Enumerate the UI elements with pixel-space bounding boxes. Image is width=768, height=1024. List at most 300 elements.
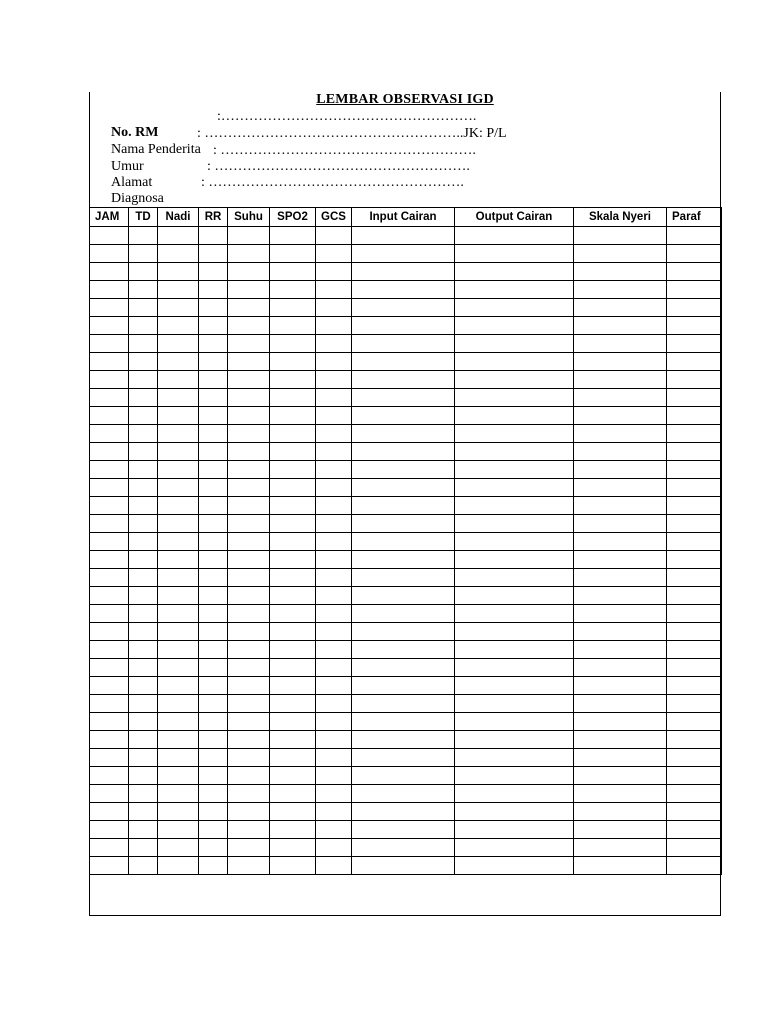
table-cell[interactable] <box>270 317 316 335</box>
table-cell[interactable] <box>455 695 574 713</box>
table-cell[interactable] <box>129 371 158 389</box>
table-cell[interactable] <box>270 371 316 389</box>
table-cell[interactable] <box>667 857 722 875</box>
table-cell[interactable] <box>574 839 667 857</box>
table-cell[interactable] <box>228 695 270 713</box>
table-cell[interactable] <box>199 335 228 353</box>
table-cell[interactable] <box>199 749 228 767</box>
table-cell[interactable] <box>270 533 316 551</box>
table-cell[interactable] <box>199 551 228 569</box>
table-cell[interactable] <box>90 839 129 857</box>
table-cell[interactable] <box>667 821 722 839</box>
table-cell[interactable] <box>455 515 574 533</box>
table-cell[interactable] <box>199 821 228 839</box>
table-cell[interactable] <box>667 227 722 245</box>
table-cell[interactable] <box>455 479 574 497</box>
table-cell[interactable] <box>228 587 270 605</box>
table-cell[interactable] <box>270 821 316 839</box>
table-cell[interactable] <box>316 569 352 587</box>
table-cell[interactable] <box>158 479 199 497</box>
table-cell[interactable] <box>667 695 722 713</box>
table-cell[interactable] <box>316 713 352 731</box>
table-cell[interactable] <box>667 533 722 551</box>
table-cell[interactable] <box>158 461 199 479</box>
table-cell[interactable] <box>158 677 199 695</box>
table-cell[interactable] <box>455 623 574 641</box>
table-cell[interactable] <box>667 479 722 497</box>
table-cell[interactable] <box>129 425 158 443</box>
table-cell[interactable] <box>199 497 228 515</box>
table-cell[interactable] <box>316 371 352 389</box>
table-cell[interactable] <box>199 263 228 281</box>
table-cell[interactable] <box>90 605 129 623</box>
table-cell[interactable] <box>352 533 455 551</box>
table-cell[interactable] <box>352 857 455 875</box>
table-cell[interactable] <box>199 569 228 587</box>
table-cell[interactable] <box>352 695 455 713</box>
table-cell[interactable] <box>574 443 667 461</box>
table-cell[interactable] <box>574 371 667 389</box>
table-cell[interactable] <box>158 335 199 353</box>
table-cell[interactable] <box>129 785 158 803</box>
table-cell[interactable] <box>316 803 352 821</box>
table-cell[interactable] <box>90 731 129 749</box>
table-cell[interactable] <box>90 641 129 659</box>
table-cell[interactable] <box>455 731 574 749</box>
table-cell[interactable] <box>667 803 722 821</box>
table-cell[interactable] <box>667 839 722 857</box>
table-cell[interactable] <box>270 407 316 425</box>
table-cell[interactable] <box>129 281 158 299</box>
table-cell[interactable] <box>158 767 199 785</box>
table-cell[interactable] <box>316 767 352 785</box>
table-cell[interactable] <box>228 677 270 695</box>
table-cell[interactable] <box>352 245 455 263</box>
table-cell[interactable] <box>667 515 722 533</box>
table-cell[interactable] <box>455 677 574 695</box>
table-cell[interactable] <box>574 227 667 245</box>
table-cell[interactable] <box>455 443 574 461</box>
table-cell[interactable] <box>316 335 352 353</box>
table-cell[interactable] <box>199 281 228 299</box>
table-cell[interactable] <box>352 821 455 839</box>
table-cell[interactable] <box>158 281 199 299</box>
table-cell[interactable] <box>667 443 722 461</box>
table-cell[interactable] <box>228 461 270 479</box>
table-cell[interactable] <box>158 353 199 371</box>
table-cell[interactable] <box>90 461 129 479</box>
table-cell[interactable] <box>667 245 722 263</box>
table-cell[interactable] <box>352 551 455 569</box>
table-cell[interactable] <box>455 371 574 389</box>
table-cell[interactable] <box>667 785 722 803</box>
table-cell[interactable] <box>129 749 158 767</box>
table-cell[interactable] <box>316 857 352 875</box>
table-cell[interactable] <box>270 353 316 371</box>
table-cell[interactable] <box>158 731 199 749</box>
table-cell[interactable] <box>158 497 199 515</box>
table-cell[interactable] <box>129 803 158 821</box>
table-cell[interactable] <box>574 299 667 317</box>
table-cell[interactable] <box>455 641 574 659</box>
table-cell[interactable] <box>667 605 722 623</box>
table-cell[interactable] <box>90 389 129 407</box>
table-cell[interactable] <box>574 281 667 299</box>
table-cell[interactable] <box>158 407 199 425</box>
table-cell[interactable] <box>316 263 352 281</box>
table-cell[interactable] <box>129 497 158 515</box>
table-cell[interactable] <box>158 605 199 623</box>
table-cell[interactable] <box>199 371 228 389</box>
table-cell[interactable] <box>352 569 455 587</box>
table-cell[interactable] <box>90 317 129 335</box>
table-cell[interactable] <box>574 785 667 803</box>
table-cell[interactable] <box>90 335 129 353</box>
table-cell[interactable] <box>270 425 316 443</box>
table-cell[interactable] <box>574 263 667 281</box>
table-cell[interactable] <box>574 731 667 749</box>
table-cell[interactable] <box>270 515 316 533</box>
table-cell[interactable] <box>199 623 228 641</box>
table-cell[interactable] <box>352 299 455 317</box>
table-cell[interactable] <box>129 551 158 569</box>
table-cell[interactable] <box>270 695 316 713</box>
table-cell[interactable] <box>158 839 199 857</box>
table-cell[interactable] <box>228 605 270 623</box>
table-cell[interactable] <box>199 533 228 551</box>
table-cell[interactable] <box>199 695 228 713</box>
table-cell[interactable] <box>667 659 722 677</box>
table-cell[interactable] <box>90 425 129 443</box>
table-cell[interactable] <box>352 623 455 641</box>
table-cell[interactable] <box>270 587 316 605</box>
table-cell[interactable] <box>90 803 129 821</box>
table-cell[interactable] <box>158 227 199 245</box>
table-cell[interactable] <box>158 785 199 803</box>
table-cell[interactable] <box>270 803 316 821</box>
table-cell[interactable] <box>455 857 574 875</box>
table-cell[interactable] <box>352 767 455 785</box>
table-cell[interactable] <box>352 443 455 461</box>
table-cell[interactable] <box>667 731 722 749</box>
table-cell[interactable] <box>90 659 129 677</box>
table-cell[interactable] <box>199 587 228 605</box>
table-cell[interactable] <box>455 785 574 803</box>
table-cell[interactable] <box>90 299 129 317</box>
table-cell[interactable] <box>574 497 667 515</box>
table-cell[interactable] <box>455 803 574 821</box>
table-cell[interactable] <box>455 461 574 479</box>
table-cell[interactable] <box>270 731 316 749</box>
table-cell[interactable] <box>228 767 270 785</box>
table-cell[interactable] <box>270 569 316 587</box>
table-cell[interactable] <box>316 515 352 533</box>
table-cell[interactable] <box>199 839 228 857</box>
table-cell[interactable] <box>352 839 455 857</box>
table-cell[interactable] <box>667 335 722 353</box>
table-cell[interactable] <box>316 749 352 767</box>
table-cell[interactable] <box>228 515 270 533</box>
table-cell[interactable] <box>228 299 270 317</box>
table-cell[interactable] <box>158 425 199 443</box>
table-cell[interactable] <box>90 857 129 875</box>
table-cell[interactable] <box>574 587 667 605</box>
table-cell[interactable] <box>158 641 199 659</box>
table-cell[interactable] <box>129 605 158 623</box>
table-cell[interactable] <box>129 245 158 263</box>
table-cell[interactable] <box>228 659 270 677</box>
table-cell[interactable] <box>158 587 199 605</box>
table-cell[interactable] <box>158 443 199 461</box>
table-cell[interactable] <box>352 749 455 767</box>
table-cell[interactable] <box>199 227 228 245</box>
table-cell[interactable] <box>158 317 199 335</box>
table-cell[interactable] <box>667 353 722 371</box>
table-cell[interactable] <box>352 641 455 659</box>
table-cell[interactable] <box>129 407 158 425</box>
table-cell[interactable] <box>270 641 316 659</box>
table-cell[interactable] <box>455 605 574 623</box>
table-cell[interactable] <box>129 623 158 641</box>
table-cell[interactable] <box>667 389 722 407</box>
table-cell[interactable] <box>667 677 722 695</box>
table-cell[interactable] <box>129 461 158 479</box>
table-cell[interactable] <box>129 821 158 839</box>
table-cell[interactable] <box>158 569 199 587</box>
table-cell[interactable] <box>158 803 199 821</box>
table-cell[interactable] <box>90 821 129 839</box>
table-cell[interactable] <box>270 245 316 263</box>
table-cell[interactable] <box>574 677 667 695</box>
table-cell[interactable] <box>90 785 129 803</box>
table-cell[interactable] <box>199 389 228 407</box>
table-cell[interactable] <box>352 587 455 605</box>
table-cell[interactable] <box>129 479 158 497</box>
table-cell[interactable] <box>199 857 228 875</box>
table-cell[interactable] <box>228 731 270 749</box>
table-cell[interactable] <box>574 317 667 335</box>
table-cell[interactable] <box>129 515 158 533</box>
table-cell[interactable] <box>455 713 574 731</box>
table-cell[interactable] <box>574 479 667 497</box>
table-cell[interactable] <box>129 839 158 857</box>
table-cell[interactable] <box>90 551 129 569</box>
table-cell[interactable] <box>316 479 352 497</box>
table-cell[interactable] <box>90 497 129 515</box>
table-cell[interactable] <box>228 317 270 335</box>
table-cell[interactable] <box>270 749 316 767</box>
table-cell[interactable] <box>199 659 228 677</box>
table-cell[interactable] <box>352 677 455 695</box>
table-cell[interactable] <box>199 353 228 371</box>
table-cell[interactable] <box>316 785 352 803</box>
table-cell[interactable] <box>574 335 667 353</box>
table-cell[interactable] <box>228 785 270 803</box>
table-cell[interactable] <box>316 317 352 335</box>
table-cell[interactable] <box>316 407 352 425</box>
table-cell[interactable] <box>158 857 199 875</box>
table-cell[interactable] <box>228 857 270 875</box>
table-cell[interactable] <box>90 587 129 605</box>
table-cell[interactable] <box>455 281 574 299</box>
table-cell[interactable] <box>158 533 199 551</box>
table-cell[interactable] <box>574 605 667 623</box>
table-cell[interactable] <box>574 623 667 641</box>
table-cell[interactable] <box>455 569 574 587</box>
table-cell[interactable] <box>667 749 722 767</box>
table-cell[interactable] <box>90 245 129 263</box>
table-cell[interactable] <box>199 767 228 785</box>
table-cell[interactable] <box>90 281 129 299</box>
table-cell[interactable] <box>199 731 228 749</box>
table-cell[interactable] <box>667 497 722 515</box>
table-cell[interactable] <box>352 407 455 425</box>
table-cell[interactable] <box>352 515 455 533</box>
table-cell[interactable] <box>667 587 722 605</box>
table-cell[interactable] <box>158 515 199 533</box>
table-cell[interactable] <box>455 533 574 551</box>
table-cell[interactable] <box>455 245 574 263</box>
table-cell[interactable] <box>199 407 228 425</box>
table-cell[interactable] <box>574 551 667 569</box>
table-cell[interactable] <box>352 713 455 731</box>
table-cell[interactable] <box>574 659 667 677</box>
table-cell[interactable] <box>228 371 270 389</box>
table-cell[interactable] <box>158 623 199 641</box>
table-cell[interactable] <box>158 389 199 407</box>
table-cell[interactable] <box>228 425 270 443</box>
table-cell[interactable] <box>316 821 352 839</box>
table-cell[interactable] <box>270 713 316 731</box>
table-cell[interactable] <box>667 371 722 389</box>
table-cell[interactable] <box>455 227 574 245</box>
table-cell[interactable] <box>90 443 129 461</box>
table-cell[interactable] <box>228 641 270 659</box>
table-cell[interactable] <box>574 749 667 767</box>
table-cell[interactable] <box>316 461 352 479</box>
table-cell[interactable] <box>158 245 199 263</box>
table-cell[interactable] <box>129 389 158 407</box>
table-cell[interactable] <box>158 713 199 731</box>
table-cell[interactable] <box>667 641 722 659</box>
table-cell[interactable] <box>316 695 352 713</box>
table-cell[interactable] <box>455 425 574 443</box>
table-cell[interactable] <box>129 335 158 353</box>
table-cell[interactable] <box>455 587 574 605</box>
table-cell[interactable] <box>316 641 352 659</box>
table-cell[interactable] <box>158 263 199 281</box>
table-cell[interactable] <box>270 839 316 857</box>
table-cell[interactable] <box>129 317 158 335</box>
table-cell[interactable] <box>129 353 158 371</box>
table-cell[interactable] <box>228 713 270 731</box>
table-cell[interactable] <box>90 515 129 533</box>
table-cell[interactable] <box>352 317 455 335</box>
table-cell[interactable] <box>316 659 352 677</box>
table-cell[interactable] <box>228 443 270 461</box>
table-cell[interactable] <box>199 515 228 533</box>
table-cell[interactable] <box>455 497 574 515</box>
table-cell[interactable] <box>352 731 455 749</box>
table-cell[interactable] <box>90 749 129 767</box>
table-cell[interactable] <box>270 227 316 245</box>
table-cell[interactable] <box>352 785 455 803</box>
table-cell[interactable] <box>129 443 158 461</box>
table-cell[interactable] <box>90 623 129 641</box>
table-cell[interactable] <box>574 767 667 785</box>
table-cell[interactable] <box>455 389 574 407</box>
table-cell[interactable] <box>667 551 722 569</box>
table-cell[interactable] <box>199 677 228 695</box>
table-cell[interactable] <box>574 353 667 371</box>
table-cell[interactable] <box>667 317 722 335</box>
table-cell[interactable] <box>228 803 270 821</box>
table-cell[interactable] <box>352 371 455 389</box>
table-cell[interactable] <box>667 569 722 587</box>
table-cell[interactable] <box>667 713 722 731</box>
table-cell[interactable] <box>455 659 574 677</box>
table-cell[interactable] <box>574 641 667 659</box>
table-cell[interactable] <box>574 425 667 443</box>
table-cell[interactable] <box>455 749 574 767</box>
table-cell[interactable] <box>90 695 129 713</box>
table-cell[interactable] <box>270 659 316 677</box>
table-cell[interactable] <box>352 263 455 281</box>
table-cell[interactable] <box>228 623 270 641</box>
table-cell[interactable] <box>316 587 352 605</box>
table-cell[interactable] <box>199 785 228 803</box>
table-cell[interactable] <box>574 245 667 263</box>
table-cell[interactable] <box>90 767 129 785</box>
table-cell[interactable] <box>316 353 352 371</box>
table-cell[interactable] <box>90 533 129 551</box>
table-cell[interactable] <box>316 425 352 443</box>
table-cell[interactable] <box>199 803 228 821</box>
table-cell[interactable] <box>316 389 352 407</box>
table-cell[interactable] <box>352 605 455 623</box>
table-cell[interactable] <box>199 713 228 731</box>
table-cell[interactable] <box>270 299 316 317</box>
table-cell[interactable] <box>199 245 228 263</box>
table-cell[interactable] <box>316 497 352 515</box>
table-cell[interactable] <box>158 821 199 839</box>
table-cell[interactable] <box>129 569 158 587</box>
table-cell[interactable] <box>129 227 158 245</box>
table-cell[interactable] <box>270 857 316 875</box>
table-cell[interactable] <box>574 515 667 533</box>
table-cell[interactable] <box>228 839 270 857</box>
table-cell[interactable] <box>352 227 455 245</box>
table-cell[interactable] <box>158 659 199 677</box>
table-cell[interactable] <box>199 641 228 659</box>
table-cell[interactable] <box>228 821 270 839</box>
table-cell[interactable] <box>455 335 574 353</box>
table-cell[interactable] <box>667 263 722 281</box>
table-cell[interactable] <box>228 533 270 551</box>
table-cell[interactable] <box>667 425 722 443</box>
table-cell[interactable] <box>228 569 270 587</box>
table-cell[interactable] <box>158 749 199 767</box>
table-cell[interactable] <box>270 479 316 497</box>
table-cell[interactable] <box>199 317 228 335</box>
table-cell[interactable] <box>270 497 316 515</box>
table-cell[interactable] <box>455 317 574 335</box>
table-cell[interactable] <box>129 857 158 875</box>
table-cell[interactable] <box>352 659 455 677</box>
table-cell[interactable] <box>228 281 270 299</box>
table-cell[interactable] <box>129 695 158 713</box>
table-cell[interactable] <box>129 767 158 785</box>
